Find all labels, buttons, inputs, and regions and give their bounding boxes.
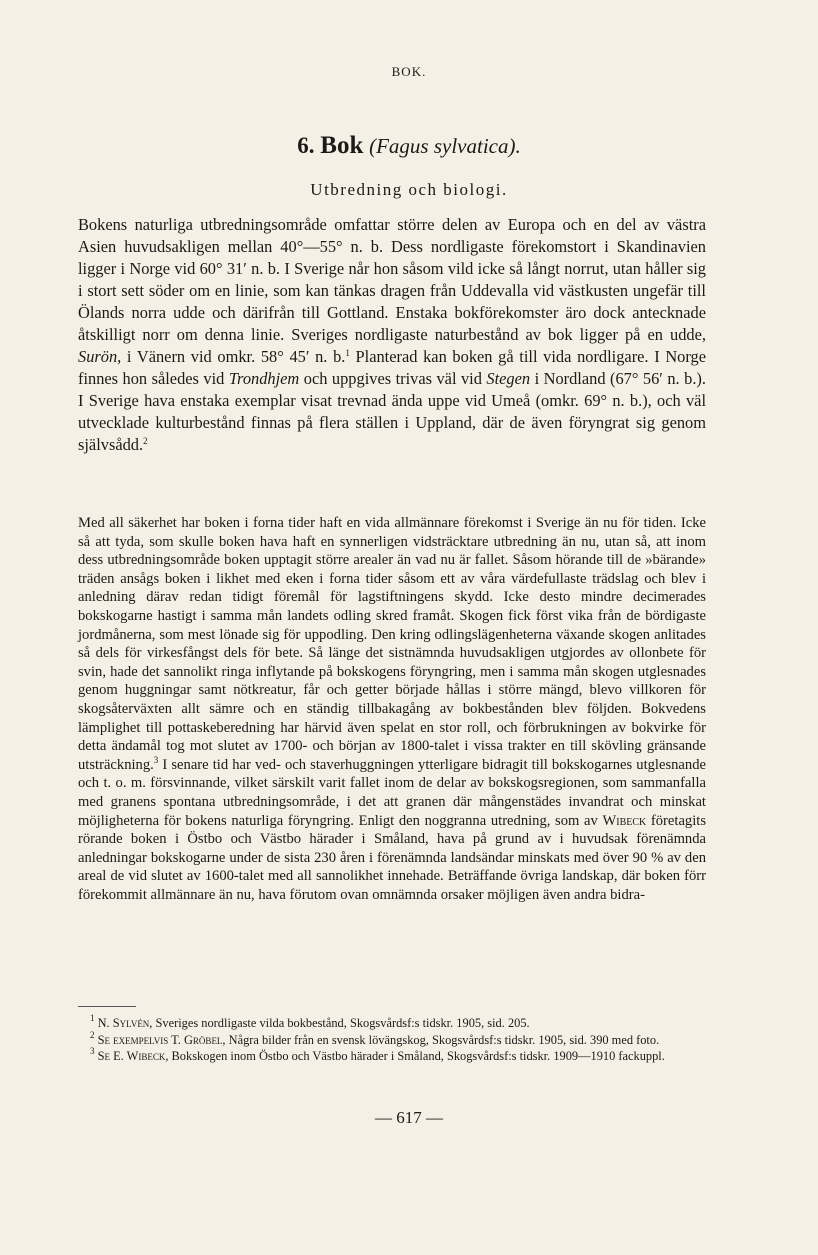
footnote-ref: 2 — [143, 436, 148, 446]
section-heading: Utbredning och biologi. — [310, 180, 508, 199]
place-name: Surön, — [78, 347, 122, 366]
footnote-author: Se E. Wibeck, — [97, 1049, 169, 1064]
paragraph-text: företagits rörande boken i Östbo och Västbo härader i Småland, hava på grund av i huvudsak förenämnda anledningar bokskogarne under de sista 230 åren i förenämnda landsändar minskats med över 90 % av den areal de vid slutet av 1600-talet med all sannolikhet innehade. Beträffande övriga landskap, där boken förr förekommit allmännare än nu, hava förutom ovan omnämnda orsaker möjligen även andra bidra- — [78, 812, 707, 903]
footnote-mark: 3 — [90, 1046, 95, 1057]
paragraph-text: Med all säkerhet har boken i forna tider haft en vida allmännare förekomst i Sverige än nu för tiden. Icke så att tyda, som skulle boken hava haft en synnerligen vidsträcktare utbredning än nu, utan så, att inom dess utbredningsområde boken upptagit större arealer än vad nu är fallet. Såsom hörande till de »bärande» träden ansågs boken i likhet med eken i forna tider såsom ett av våra värdefullaste trädslag och blev i anledning därav redan tidigt föremål för lagstiftningens skydd. Icke desto mindre decimerades bokskogarne hastigt i samma mån landets odling skred framåt. Skogen fick först vika från de bördigaste jordmånerna, som mest lönade sig för uppodling. Den kring odlingslägenheterna växande skogen anlitades så dels för virkesfångst dels för bete. Så länge det sistnämnda huvudsakligen utgjordes av ollonbete för svin, hade det sannolikt ringa inflytande på bokskogens föryngring, men i samma mån skogen utglesnades genom huggningar samt nötkreatur, får och getter började hållas i större mängd, blevo villkoren för skogsåterväxten allt sämre och en ständig tillbakagång av bokbestånden blev följden. Bokvedens lämplighet till pottaskeberedning har härvid även spelat en stor roll, och förbrukningen av bokvirke för detta ändamål tog mot slutet av 1700- och början av 1800-talet i vissa trakter en till skövling gränsande utsträckning. — [78, 515, 706, 773]
footnote-divider — [78, 1006, 136, 1007]
footnote-text: Bokskogen inom Östbo och Västbo härader i Småland, Skogsvårdsf:s tidskr. 1909—1910 fackuppl. — [168, 1049, 665, 1064]
place-name: Trondhjem — [228, 369, 300, 388]
paragraph-text: i Nordland (67° 56′ n. b.). I Sverige hava enstaka exemplar visat trevnad ända uppe vid Umeå (omkr. 69° n. b.), och väl utvecklade kulturbestånd finnas på flera ställen i Uppland, där de även föryngrat sig genom självsådd. — [78, 369, 706, 454]
place-name: Stegen — [486, 369, 531, 388]
paragraph-text: i Vänern vid omkr. 58° 45′ n. b. — [121, 347, 346, 366]
footnote-text: Några bilder från en svensk lövängskog, Skogsvårdsf:s tidskr. 1905, sid. 390 med foto. — [225, 1032, 660, 1047]
footnote-mark: 2 — [90, 1029, 95, 1040]
paragraph-history — [78, 514, 706, 904]
chapter-name: Bok — [320, 132, 364, 159]
footnotes — [78, 1013, 710, 1066]
footnote-author: Se exempelvis T. Gröbel, — [97, 1032, 226, 1047]
footnote-mark: 1 — [90, 1013, 95, 1023]
paragraph-text: och uppgives trivas väl vid — [299, 369, 487, 388]
paragraph-text: Planterad kan boken gå till vida nordligare. I Norge finnes hon således vid — [78, 347, 706, 388]
footnote-text: Sveriges nordligaste vilda bokbestånd, Skogsvårdsf:s tidskr. 1905, sid. 205. — [152, 1016, 530, 1030]
chapter-number: 6. — [297, 133, 315, 158]
author-name: Wibeck — [602, 812, 647, 829]
footnote-ref: 3 — [153, 754, 159, 765]
chapter-latin-name: (Fagus sylvatica). — [369, 134, 521, 158]
chapter-title — [0, 132, 818, 160]
footnote-author: N. Sylvén, — [97, 1016, 153, 1030]
footnote — [78, 1046, 710, 1065]
paragraph-text: Bokens naturliga utbredningsområde omfattar större delen av Europa och en del av västra Asien huvudsakligen mellan 40°—55° n. b. Dess nordligaste förekomstort i Skandinavien ligger i Norge vid 60° 31′ n. b. I Sverige når hon såsom vild icke så långt norrut, utan håller sig i stort sett söder om en linie, som kan tänkas dragen från Uddevalla vid västkusten ungefär till Ölands norra udde och därifrån till Gottland. Enstaka bokförekomster äro dock antecknade åtskilligt norr om denna linie. Sveriges nordligaste naturbestånd av bok ligger på en udde, — [78, 215, 706, 344]
footnote-ref: 1 — [345, 348, 350, 358]
footnote — [78, 1029, 710, 1049]
running-head: BOK. — [391, 64, 427, 79]
footnote — [78, 1013, 710, 1032]
paragraph-distribution — [78, 214, 706, 456]
page-number: — 617 — — [375, 1108, 443, 1127]
paragraph-text: I senare tid har ved- och staverhuggningen ytterligare bidragit till bokskogarnes utglesnande och t. o. m. försvinnande, vilket särskilt varit fallet inom de delar av bokskogsregionen, som sammanfalla med granens spontana utbredningsområde, i det att granen där mångenstädes invandrat och minskat möjligheterna för bokens naturliga föryngring. Enligt den noggranna utredning, som av — [78, 756, 706, 829]
